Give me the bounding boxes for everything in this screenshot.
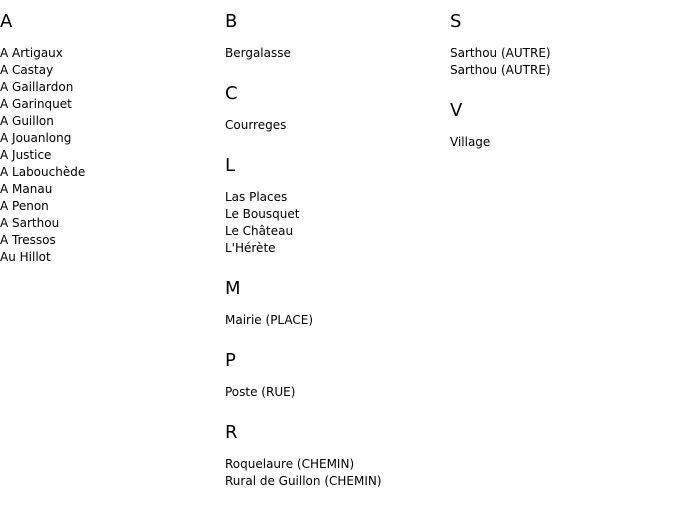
street-list [225, 384, 450, 401]
street-link-a-sarthou[interactable]: A Sarthou [0, 216, 60, 230]
street-link-a-labouchede[interactable]: A Labouchède [0, 165, 86, 179]
street-link-a-castay[interactable]: A Castay [0, 63, 54, 77]
street-link-courreges[interactable]: Courreges [225, 118, 287, 132]
street-link-village[interactable]: Village [450, 135, 491, 149]
letter-group-p [225, 349, 450, 401]
street-link-bergalasse[interactable]: Bergalasse [225, 46, 291, 60]
street-list [450, 45, 675, 79]
street-index-column-2 [225, 10, 450, 510]
street-link-a-jouanlong[interactable]: A Jouanlong [0, 131, 72, 145]
street-link-poste-rue[interactable]: Poste (RUE) [225, 385, 296, 399]
street-list [225, 456, 450, 490]
letter-group-r [225, 421, 450, 490]
street-list [450, 134, 675, 151]
street-index-column-1 [0, 10, 225, 286]
street-link-a-guillon[interactable]: A Guillon [0, 114, 54, 128]
letter-heading-v: V [450, 100, 463, 121]
street-link-a-manau[interactable]: A Manau [0, 182, 53, 196]
street-link-a-tressos[interactable]: A Tressos [0, 233, 56, 247]
letter-heading-l: L [225, 155, 236, 176]
street-link-rural-de-guillon-chemin[interactable]: Rural de Guillon (CHEMIN) [225, 474, 382, 488]
street-link-a-garinquet[interactable]: A Garinquet [0, 97, 72, 111]
letter-group-l [225, 154, 450, 257]
street-link-las-places[interactable]: Las Places [225, 190, 288, 204]
letter-group-s [450, 10, 675, 79]
street-link-l-herete[interactable]: L'Hérète [225, 241, 276, 255]
letter-group-b [225, 10, 450, 62]
letter-heading-m: M [225, 278, 241, 299]
street-link-le-chateau[interactable]: Le Château [225, 224, 294, 238]
street-link-au-hillot[interactable]: Au Hillot [0, 250, 51, 264]
street-link-a-artigaux[interactable]: A Artigaux [0, 46, 63, 60]
street-link-le-bousquet[interactable]: Le Bousquet [225, 207, 300, 221]
street-link-roquelaure-chemin[interactable]: Roquelaure (CHEMIN) [225, 457, 355, 471]
letter-group-m [225, 277, 450, 329]
letter-heading-c: C [225, 83, 238, 104]
street-index-column-3 [450, 10, 675, 171]
street-link-sarthou-autre[interactable]: Sarthou (AUTRE) [450, 46, 551, 60]
street-link-a-penon[interactable]: A Penon [0, 199, 49, 213]
street-link-a-gaillardon[interactable]: A Gaillardon [0, 80, 74, 94]
letter-group-c [225, 82, 450, 134]
street-list [0, 45, 225, 266]
street-link-a-justice[interactable]: A Justice [0, 148, 52, 162]
street-link-sarthou-autre[interactable]: Sarthou (AUTRE) [450, 63, 551, 77]
street-list [225, 45, 450, 62]
letter-group-v [450, 99, 675, 151]
letter-heading-a: A [0, 11, 13, 32]
street-list [225, 117, 450, 134]
letter-heading-b: B [225, 11, 238, 32]
street-list [225, 189, 450, 257]
letter-heading-p: P [225, 350, 236, 371]
street-list [225, 312, 450, 329]
letter-heading-r: R [225, 422, 238, 443]
letter-group-a [0, 10, 225, 266]
letter-heading-s: S [450, 11, 462, 32]
street-link-mairie-place[interactable]: Mairie (PLACE) [225, 313, 314, 327]
